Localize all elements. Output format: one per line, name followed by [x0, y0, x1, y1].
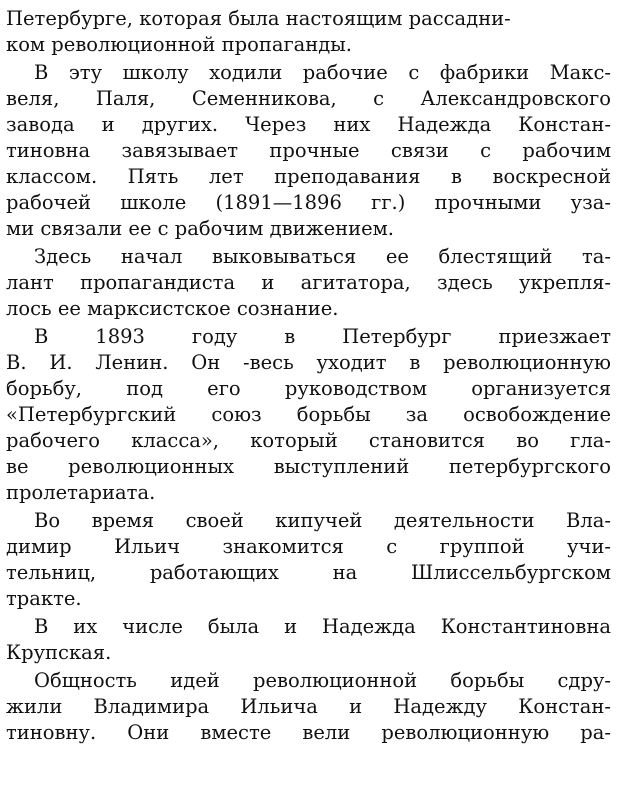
text-line: пролетариата.	[6, 481, 156, 504]
text-line: Во время своей кипучей деятельности Вла-	[34, 509, 611, 532]
text-line: жили Владимира Ильича и Надежду Констан-	[6, 695, 611, 718]
paragraph-3	[6, 244, 611, 322]
text-line: тиновна завязывает прочные связи с рабочим	[6, 139, 611, 162]
text-line: рабочего класса», который становится во гла-	[6, 429, 611, 452]
text-line: В эту школу ходили рабочие с фабрики Макс-	[34, 61, 611, 84]
text-line: веля, Паля, Семенникова, с Александровского	[6, 87, 611, 110]
text-line: лант пропагандиста и агитатора, здесь укрепля-	[6, 271, 611, 294]
text-line: Крупская.	[6, 641, 112, 664]
text-line: ком революционной пропаганды.	[6, 33, 353, 56]
text-line: завода и других. Через них Надежда Констан-	[6, 113, 611, 136]
text-line: Общность идей революционной борьбы сдру-	[34, 669, 611, 692]
text-line: тиновну. Они вместе вели революционную ра-	[6, 721, 611, 744]
paragraph-7	[6, 668, 611, 746]
text-line: димир Ильич знакомится с группой учи-	[6, 535, 611, 558]
text-line: Петербурге, которая была настоящим рассадни-	[6, 7, 511, 30]
text-line: рабочей школе (1891—1896 гг.) прочными уза-	[6, 191, 611, 214]
paragraph-5	[6, 508, 611, 612]
text-line: «Петербургский союз борьбы за освобождение	[6, 403, 611, 426]
paragraph-2	[6, 60, 611, 242]
text-line: классом. Пять лет преподавания в воскресной	[6, 165, 611, 188]
text-line: тельниц, работающих на Шлиссельбургском	[6, 561, 611, 584]
paragraph-4	[6, 324, 611, 506]
text-line: ве революционных выступлений петербургского	[6, 455, 611, 478]
paragraph-6	[6, 614, 611, 666]
text-line: В 1893 году в Петербург приезжает	[34, 325, 611, 348]
text-line: борьбу, под его руководством организуется	[6, 377, 611, 400]
text-line: лось ее марксистское сознание.	[6, 297, 339, 320]
text-line: тракте.	[6, 587, 82, 610]
paragraph-1	[6, 6, 611, 58]
text-line: Здесь начал выковываться ее блестящий та-	[34, 245, 611, 268]
text-line: В. И. Ленин. Он -весь уходит в революционную	[6, 351, 611, 374]
text-line: ми связали ее с рабочим движением.	[6, 217, 395, 240]
text-line: В их числе была и Надежда Константиновна	[34, 615, 611, 638]
